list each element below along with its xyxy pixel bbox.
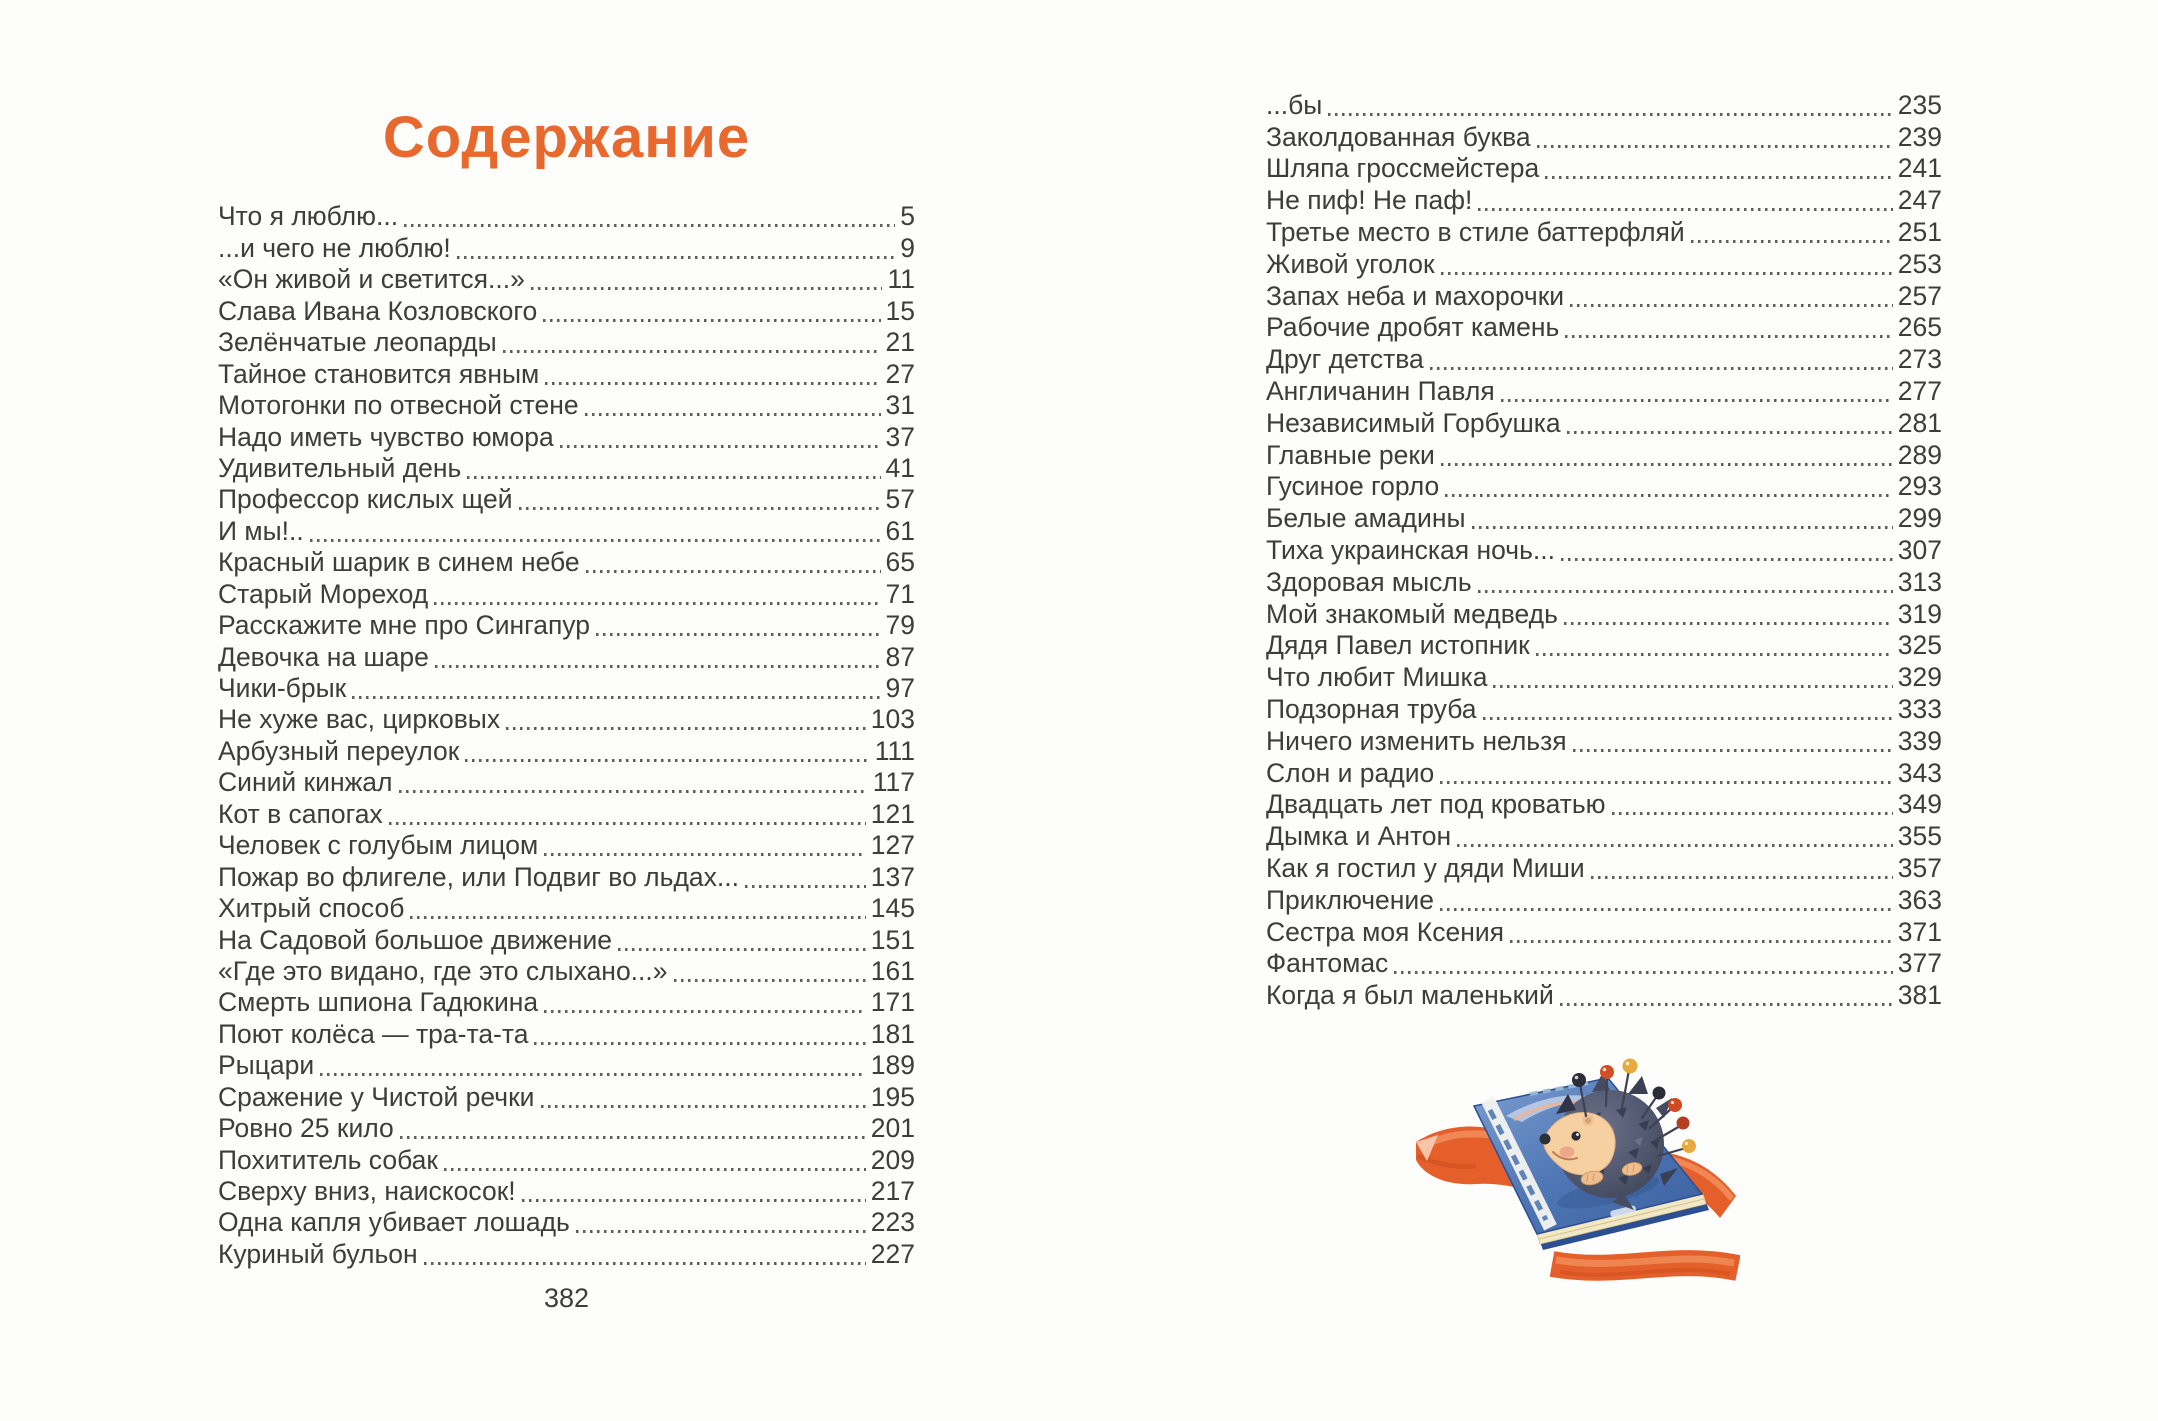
- leader-dots: [1591, 876, 1893, 879]
- pin-black: [1572, 1073, 1586, 1087]
- leader-dots: [467, 476, 880, 479]
- entry-page-number: 355: [1897, 821, 1942, 852]
- leader-dots: [1510, 940, 1893, 943]
- entry-title: Фантомас: [1266, 948, 1389, 979]
- entry-title: «Он живой и светится...»: [218, 264, 525, 295]
- leader-dots: [618, 948, 866, 951]
- entry-title: Независимый Горбушка: [1266, 407, 1561, 438]
- leader-dots: [541, 1105, 866, 1108]
- toc-entry: [218, 358, 915, 389]
- toc-entry: [1266, 852, 1942, 884]
- leader-dots: [1560, 1003, 1893, 1006]
- entry-page-number: 339: [1897, 725, 1942, 756]
- entry-title: Шляпа гроссмейстера: [1266, 153, 1540, 184]
- entry-page-number: 289: [1897, 439, 1942, 470]
- toc-entry: [218, 641, 915, 672]
- toc-entry: [218, 1207, 915, 1238]
- toc-entry: [218, 484, 915, 515]
- entry-page-number: 333: [1897, 693, 1942, 724]
- entry-title: Живой уголок: [1266, 248, 1435, 279]
- entry-title: Профессор кислых щей: [218, 484, 513, 515]
- leader-dots: [506, 727, 866, 730]
- entry-title: Поют колёса — тра-та-та: [218, 1018, 529, 1049]
- entry-title: Удивительный день: [218, 452, 462, 483]
- entry-page-number: 329: [1897, 662, 1942, 693]
- entry-title: Похититель собак: [218, 1144, 438, 1175]
- entry-title: Куриный бульон: [218, 1238, 418, 1269]
- toc-entry: [1266, 948, 1942, 980]
- toc-entry: [1266, 216, 1942, 248]
- leader-dots: [465, 759, 869, 762]
- leader-dots: [400, 1136, 866, 1139]
- entry-title: Тайное становится явным: [218, 358, 540, 389]
- leader-dots: [1561, 558, 1893, 561]
- entry-title: Англичанин Павля: [1266, 375, 1495, 406]
- toc-entry: [218, 1176, 915, 1207]
- leader-dots: [457, 256, 896, 259]
- entry-title: Надо иметь чувство юмора: [218, 421, 554, 452]
- leader-dots: [1567, 431, 1893, 434]
- leader-dots: [410, 916, 865, 919]
- toc-entry: [1266, 439, 1942, 471]
- leader-dots: [544, 1010, 866, 1013]
- entry-title: Ничего изменить нельзя: [1266, 725, 1567, 756]
- leader-dots: [404, 224, 895, 227]
- entry-page-number: 117: [872, 767, 915, 798]
- entry-page-number: 103: [870, 704, 915, 735]
- entry-page-number: 343: [1897, 757, 1942, 788]
- entry-title: Друг детства: [1266, 344, 1424, 375]
- leader-dots: [435, 665, 881, 668]
- hedgehog-nose: [1540, 1134, 1551, 1145]
- leader-dots: [444, 1168, 866, 1171]
- toc-entry: [218, 987, 915, 1018]
- entry-title: Рабочие дробят камень: [1266, 312, 1560, 343]
- entry-page-number: 299: [1897, 503, 1942, 534]
- entry-page-number: 257: [1897, 280, 1942, 311]
- entry-title: Не хуже вас, цирковых: [218, 704, 501, 735]
- entry-page-number: 241: [1897, 153, 1942, 184]
- toc-entry: [218, 704, 915, 735]
- entry-title: Мой знакомый медведь: [1266, 598, 1558, 629]
- leader-dots: [1564, 622, 1893, 625]
- leader-dots: [1573, 749, 1893, 752]
- page-folio: 382: [543, 1283, 590, 1313]
- leader-dots: [1536, 653, 1893, 656]
- entry-title: Сверху вниз, наискосок!: [218, 1176, 516, 1206]
- entry-page-number: 27: [885, 358, 915, 389]
- toc-entry: [218, 924, 915, 955]
- entry-page-number: 227: [870, 1238, 915, 1269]
- entry-title: Двадцать лет под кроватью: [1266, 789, 1606, 820]
- leader-dots: [745, 885, 866, 888]
- toc-entry: [218, 1050, 915, 1081]
- entry-title: Белые амадины: [1266, 503, 1466, 534]
- leader-dots: [560, 445, 881, 448]
- hedgehog-book-illustration: [1410, 1056, 1740, 1328]
- entry-title: Синий кинжал: [218, 767, 393, 798]
- entry-title: Дядя Павел истопник: [1266, 630, 1530, 661]
- entry-title: Расскажите мне про Сингапур: [218, 610, 590, 641]
- toc-entry: [1266, 502, 1942, 534]
- entry-page-number: 9: [900, 232, 915, 263]
- entry-title: Тиха украинская ночь...: [1266, 534, 1556, 565]
- entry-title: Как я гостил у дяди Миши: [1266, 852, 1585, 883]
- entry-page-number: 349: [1897, 789, 1942, 820]
- entry-title: Главные реки: [1266, 439, 1435, 470]
- toc-entry: [1266, 312, 1942, 344]
- leader-dots: [1478, 208, 1892, 211]
- toc-entry: [1266, 153, 1942, 185]
- leader-dots: [1430, 367, 1893, 370]
- toc-entry: [1266, 630, 1942, 662]
- entry-title: Дымка и Антон: [1266, 821, 1452, 852]
- leader-dots: [1570, 304, 1893, 307]
- toc-entry: [1266, 248, 1942, 280]
- toc-entry: [218, 201, 915, 232]
- entry-title: Мотогонки по отвесной стене: [218, 390, 579, 421]
- toc-entry: [218, 327, 915, 358]
- entry-title: Рыцари: [218, 1050, 315, 1081]
- toc-entry: [218, 956, 915, 987]
- toc-entry: [1266, 89, 1942, 121]
- leader-dots: [1565, 335, 1893, 338]
- toc-entry: [218, 767, 915, 798]
- entry-page-number: 11: [887, 264, 915, 295]
- entry-page-number: 137: [870, 861, 915, 892]
- toc-entry: [218, 1018, 915, 1049]
- toc-entry: [1266, 280, 1942, 312]
- toc-entry: [218, 295, 915, 326]
- leader-dots: [1394, 971, 1892, 974]
- entry-title: Чики-брык: [218, 673, 347, 703]
- toc-entry: [1266, 598, 1942, 630]
- entry-title: Ровно 25 кило: [218, 1113, 394, 1144]
- entry-title: Человек с голубым лицом: [218, 830, 539, 861]
- entry-page-number: 145: [870, 893, 915, 924]
- leader-dots: [586, 570, 881, 573]
- toc-entry: [218, 390, 915, 421]
- entry-page-number: 195: [870, 1081, 915, 1112]
- entry-title: ...бы: [1266, 89, 1323, 120]
- entry-page-number: 151: [870, 924, 915, 955]
- leader-dots: [522, 1199, 866, 1202]
- entry-title: Красный шарик в синем небе: [218, 547, 580, 578]
- toc-entry: [218, 1113, 915, 1144]
- pin-yellow: [1682, 1139, 1696, 1153]
- toc-entry: [1266, 693, 1942, 725]
- entry-title: Приключение: [1266, 884, 1434, 915]
- leader-dots: [352, 696, 880, 699]
- pin-black: [1653, 1087, 1666, 1100]
- leader-dots: [544, 853, 866, 856]
- entry-page-number: 31: [885, 390, 915, 421]
- entry-title: Зелёнчатые леопарды: [218, 327, 497, 358]
- leader-dots: [545, 382, 880, 385]
- leader-dots: [1478, 590, 1893, 593]
- entry-title: Пожар во флигеле, или Подвиг во льдах...: [218, 861, 739, 892]
- leader-dots: [1457, 844, 1893, 847]
- toc-entry: [1266, 343, 1942, 375]
- entry-title: Подзорная труба: [1266, 693, 1477, 724]
- entry-page-number: 265: [1897, 312, 1942, 343]
- entry-title: Старый Мореход: [218, 578, 429, 609]
- toc-entry: [1266, 471, 1942, 503]
- entry-title: Сестра моя Ксения: [1266, 916, 1504, 947]
- leader-dots: [596, 633, 881, 636]
- entry-title: Арбузный переулок: [218, 735, 460, 766]
- entry-page-number: 281: [1897, 407, 1942, 438]
- toc-list-right: [1266, 89, 1942, 1011]
- leader-dots: [1501, 399, 1893, 402]
- entry-page-number: 235: [1897, 89, 1942, 120]
- leader-dots: [320, 1073, 866, 1076]
- toc-entry: [1266, 407, 1942, 439]
- leader-dots: [1537, 145, 1893, 148]
- entry-title: На Садовой большое движение: [218, 924, 612, 955]
- entry-page-number: 171: [870, 987, 915, 1018]
- hedgehog-cheek: [1560, 1147, 1575, 1158]
- entry-title: Гусиное горло: [1266, 471, 1440, 502]
- leader-dots: [534, 1042, 865, 1045]
- entry-page-number: 319: [1897, 598, 1942, 629]
- entry-page-number: 79: [885, 610, 915, 641]
- toc-entry: [218, 673, 915, 704]
- entry-title: Кот в сапогах: [218, 798, 383, 829]
- entry-title: Третье место в стиле баттерфляй: [1266, 216, 1685, 247]
- entry-page-number: 97: [885, 673, 915, 703]
- entry-page-number: 277: [1897, 375, 1942, 406]
- toc-entry: [218, 1238, 915, 1269]
- toc-entry: [218, 232, 915, 263]
- leader-dots: [1493, 685, 1892, 688]
- leader-dots: [531, 287, 883, 290]
- pin-red: [1668, 1098, 1682, 1112]
- toc-entry: [1266, 661, 1942, 693]
- entry-page-number: 65: [885, 547, 915, 578]
- entry-page-number: 111: [874, 735, 915, 766]
- entry-title: Заколдованная буква: [1266, 121, 1531, 152]
- entry-title: «Где это видано, где это слыхано...»: [218, 955, 668, 986]
- entry-page-number: 253: [1897, 248, 1942, 279]
- entry-page-number: 251: [1897, 216, 1942, 247]
- toc-entry: [1266, 184, 1942, 216]
- entry-page-number: 313: [1897, 566, 1942, 597]
- entry-page-number: 201: [870, 1113, 915, 1144]
- entry-page-number: 181: [870, 1018, 915, 1049]
- toc-entry: [1266, 534, 1942, 566]
- entry-page-number: 189: [870, 1050, 915, 1081]
- leader-dots: [424, 1262, 866, 1265]
- leader-dots: [1440, 908, 1893, 911]
- entry-page-number: 247: [1897, 185, 1942, 216]
- entry-page-number: 217: [870, 1176, 915, 1206]
- toc-entry: [1266, 566, 1942, 598]
- entry-title: Девочка на шаре: [218, 641, 429, 672]
- entry-page-number: 381: [1897, 980, 1942, 1011]
- entry-page-number: 37: [885, 421, 915, 452]
- entry-page-number: 57: [885, 484, 915, 515]
- entry-page-number: 41: [885, 452, 915, 483]
- toc-entry: [218, 893, 915, 924]
- leader-dots: [543, 319, 880, 322]
- toc-entry: [1266, 820, 1942, 852]
- leader-dots: [1441, 272, 1893, 275]
- entry-title: Хитрый способ: [218, 893, 405, 924]
- leader-dots: [434, 602, 880, 605]
- entry-page-number: 357: [1897, 852, 1942, 883]
- entry-page-number: 223: [870, 1207, 915, 1238]
- leader-dots: [1441, 463, 1893, 466]
- entry-title: Одна капля убивает лошадь: [218, 1207, 570, 1238]
- toc-list-left: [218, 201, 915, 1270]
- toc-entry: [1266, 916, 1942, 948]
- toc-entry: [218, 453, 915, 484]
- toc-entry: [218, 578, 915, 609]
- right-page: [1266, 89, 1942, 1389]
- toc-entry: [1266, 789, 1942, 821]
- entry-page-number: 161: [870, 955, 915, 986]
- toc-entry: [1266, 979, 1942, 1011]
- toc-entry: [218, 264, 915, 295]
- toc-entry: [1266, 884, 1942, 916]
- entry-page-number: 239: [1897, 121, 1942, 152]
- toc-entry: [218, 547, 915, 578]
- entry-page-number: 87: [885, 641, 915, 672]
- entry-page-number: 377: [1897, 948, 1942, 979]
- leader-dots: [1691, 240, 1893, 243]
- entry-page-number: 325: [1897, 630, 1942, 661]
- entry-page-number: 307: [1897, 534, 1942, 565]
- leader-dots: [1328, 113, 1892, 116]
- toc-entry: [218, 1144, 915, 1175]
- entry-page-number: 363: [1897, 884, 1942, 915]
- leader-dots: [674, 979, 866, 982]
- entry-page-number: 21: [885, 327, 915, 358]
- entry-title: Смерть шпиона Гадюкина: [218, 987, 539, 1018]
- pin-dark-red: [1677, 1117, 1690, 1130]
- entry-title: Что я люблю...: [218, 201, 399, 232]
- entry-title: Что любит Мишка: [1266, 662, 1488, 693]
- leader-dots: [389, 822, 866, 825]
- pin-red: [1600, 1065, 1614, 1079]
- leader-dots: [1612, 812, 1893, 815]
- pin-yellow: [1623, 1059, 1638, 1074]
- entry-title: И мы!..: [218, 515, 304, 546]
- entry-title: Запах неба и махорочки: [1266, 280, 1565, 311]
- leader-dots: [310, 539, 881, 542]
- entry-page-number: 209: [870, 1144, 915, 1175]
- leader-dots: [585, 413, 881, 416]
- entry-page-number: 293: [1897, 471, 1942, 502]
- entry-title: Сражение у Чистой речки: [218, 1081, 535, 1112]
- entry-title: ...и чего не люблю!: [218, 232, 451, 263]
- entry-page-number: 71: [885, 578, 915, 609]
- toc-entry: [218, 610, 915, 641]
- toc-entry: [218, 798, 915, 829]
- leader-dots: [399, 790, 868, 793]
- leader-dots: [503, 350, 881, 353]
- entry-page-number: 61: [885, 515, 915, 546]
- toc-entry: [218, 861, 915, 892]
- entry-page-number: 5: [900, 201, 915, 232]
- hedgehog-eye: [1571, 1131, 1580, 1140]
- toc-entry: [1266, 725, 1942, 757]
- toc-entry: [1266, 375, 1942, 407]
- toc-entry: [1266, 757, 1942, 789]
- entry-page-number: 15: [885, 295, 915, 326]
- toc-entry: [1266, 121, 1942, 153]
- leader-dots: [576, 1230, 866, 1233]
- leader-dots: [1445, 494, 1893, 497]
- entry-page-number: 121: [870, 798, 915, 829]
- entry-title: Слон и радио: [1266, 757, 1435, 788]
- entry-title: Здоровая мысль: [1266, 566, 1472, 597]
- entry-title: Не пиф! Не паф!: [1266, 185, 1473, 216]
- leader-dots: [1483, 717, 1893, 720]
- toc-entry: [218, 515, 915, 546]
- toc-entry: [218, 735, 915, 766]
- leader-dots: [1545, 176, 1893, 179]
- leader-dots: [1472, 526, 1893, 529]
- entry-title: Слава Ивана Козловского: [218, 295, 538, 326]
- entry-page-number: 371: [1897, 916, 1942, 947]
- leader-dots: [1440, 781, 1893, 784]
- leader-dots: [519, 507, 881, 510]
- entry-page-number: 273: [1897, 344, 1942, 375]
- toc-entry: [218, 830, 915, 861]
- toc-entry: [218, 1081, 915, 1112]
- toc-entry: [218, 421, 915, 452]
- entry-page-number: 127: [870, 830, 915, 861]
- page-title: Содержание: [382, 105, 751, 170]
- left-page: [218, 105, 915, 1382]
- entry-title: Когда я был маленький: [1266, 980, 1554, 1011]
